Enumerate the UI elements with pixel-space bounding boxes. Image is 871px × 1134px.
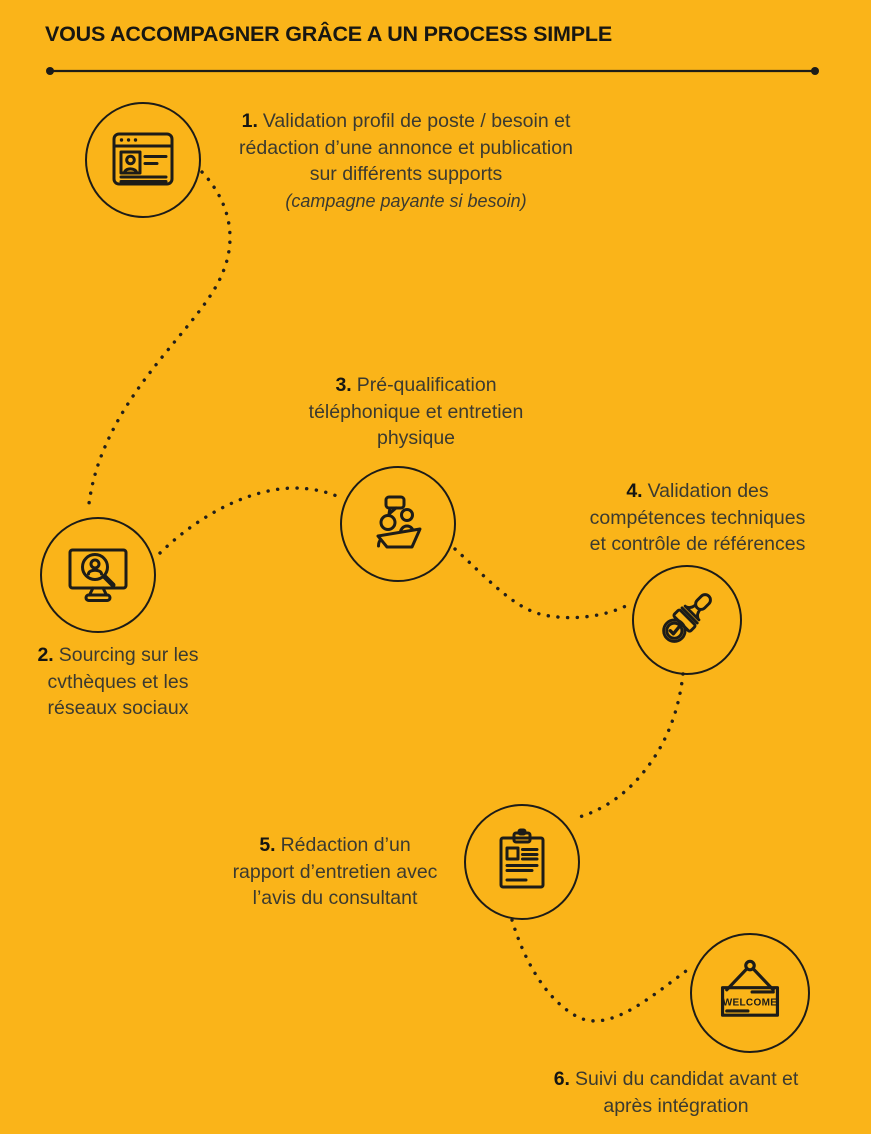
step-3-circle (340, 466, 456, 582)
connector-1-2 (88, 172, 230, 512)
step-6-number: 6. (553, 1068, 570, 1090)
page-title: VOUS ACCOMPAGNER GRÂCE A UN PROCESS SIMPLE (45, 22, 612, 46)
step-2-text: 2. Sourcing sur les cvthèques et les réseaux sociaux (37, 644, 199, 719)
step-3-number: 3. (335, 374, 352, 396)
step-5-number: 5. (259, 834, 276, 856)
step-6-text: 6. Suivi du candidat avant et après intégration (553, 1068, 799, 1117)
report-clipboard-icon (486, 826, 558, 898)
step-2-circle (40, 517, 156, 633)
monitor-search-icon (62, 539, 134, 611)
job-posting-icon (107, 124, 179, 196)
connector-3-4 (455, 549, 628, 618)
step-4-circle (632, 565, 742, 675)
step-2-number: 2. (37, 644, 54, 666)
connector-5-6 (512, 920, 686, 1021)
step-6-circle (690, 933, 810, 1053)
connector-2-3 (160, 488, 339, 553)
stamp-validation-icon (652, 585, 722, 655)
step-5-text: 5. Rédaction d’un rapport d’entretien avec l’avis du consultant (232, 834, 438, 909)
step-1-circle (85, 102, 201, 218)
connector-4-5 (576, 674, 683, 818)
step-1-number: 1. (241, 110, 258, 132)
interview-icon (362, 488, 434, 560)
step-4-text: 4. Validation des compétences techniques et contrôle de références (589, 480, 806, 555)
step-1-text: 1. Validation profil de poste / besoin et rédaction d’une annonce et publication sur différents supports (campagne payante si besoin) (212, 108, 600, 214)
welcome-sign-icon (712, 955, 788, 1031)
welcome-sign-text: WELCOME (722, 997, 778, 1009)
step-5-circle (464, 804, 580, 920)
step-3-text: 3. Pré-qualification téléphonique et entretien physique (308, 374, 524, 449)
title-underline (0, 0, 871, 90)
step-1-note: (campagne payante si besoin) (285, 190, 527, 211)
step-4-number: 4. (626, 480, 643, 502)
